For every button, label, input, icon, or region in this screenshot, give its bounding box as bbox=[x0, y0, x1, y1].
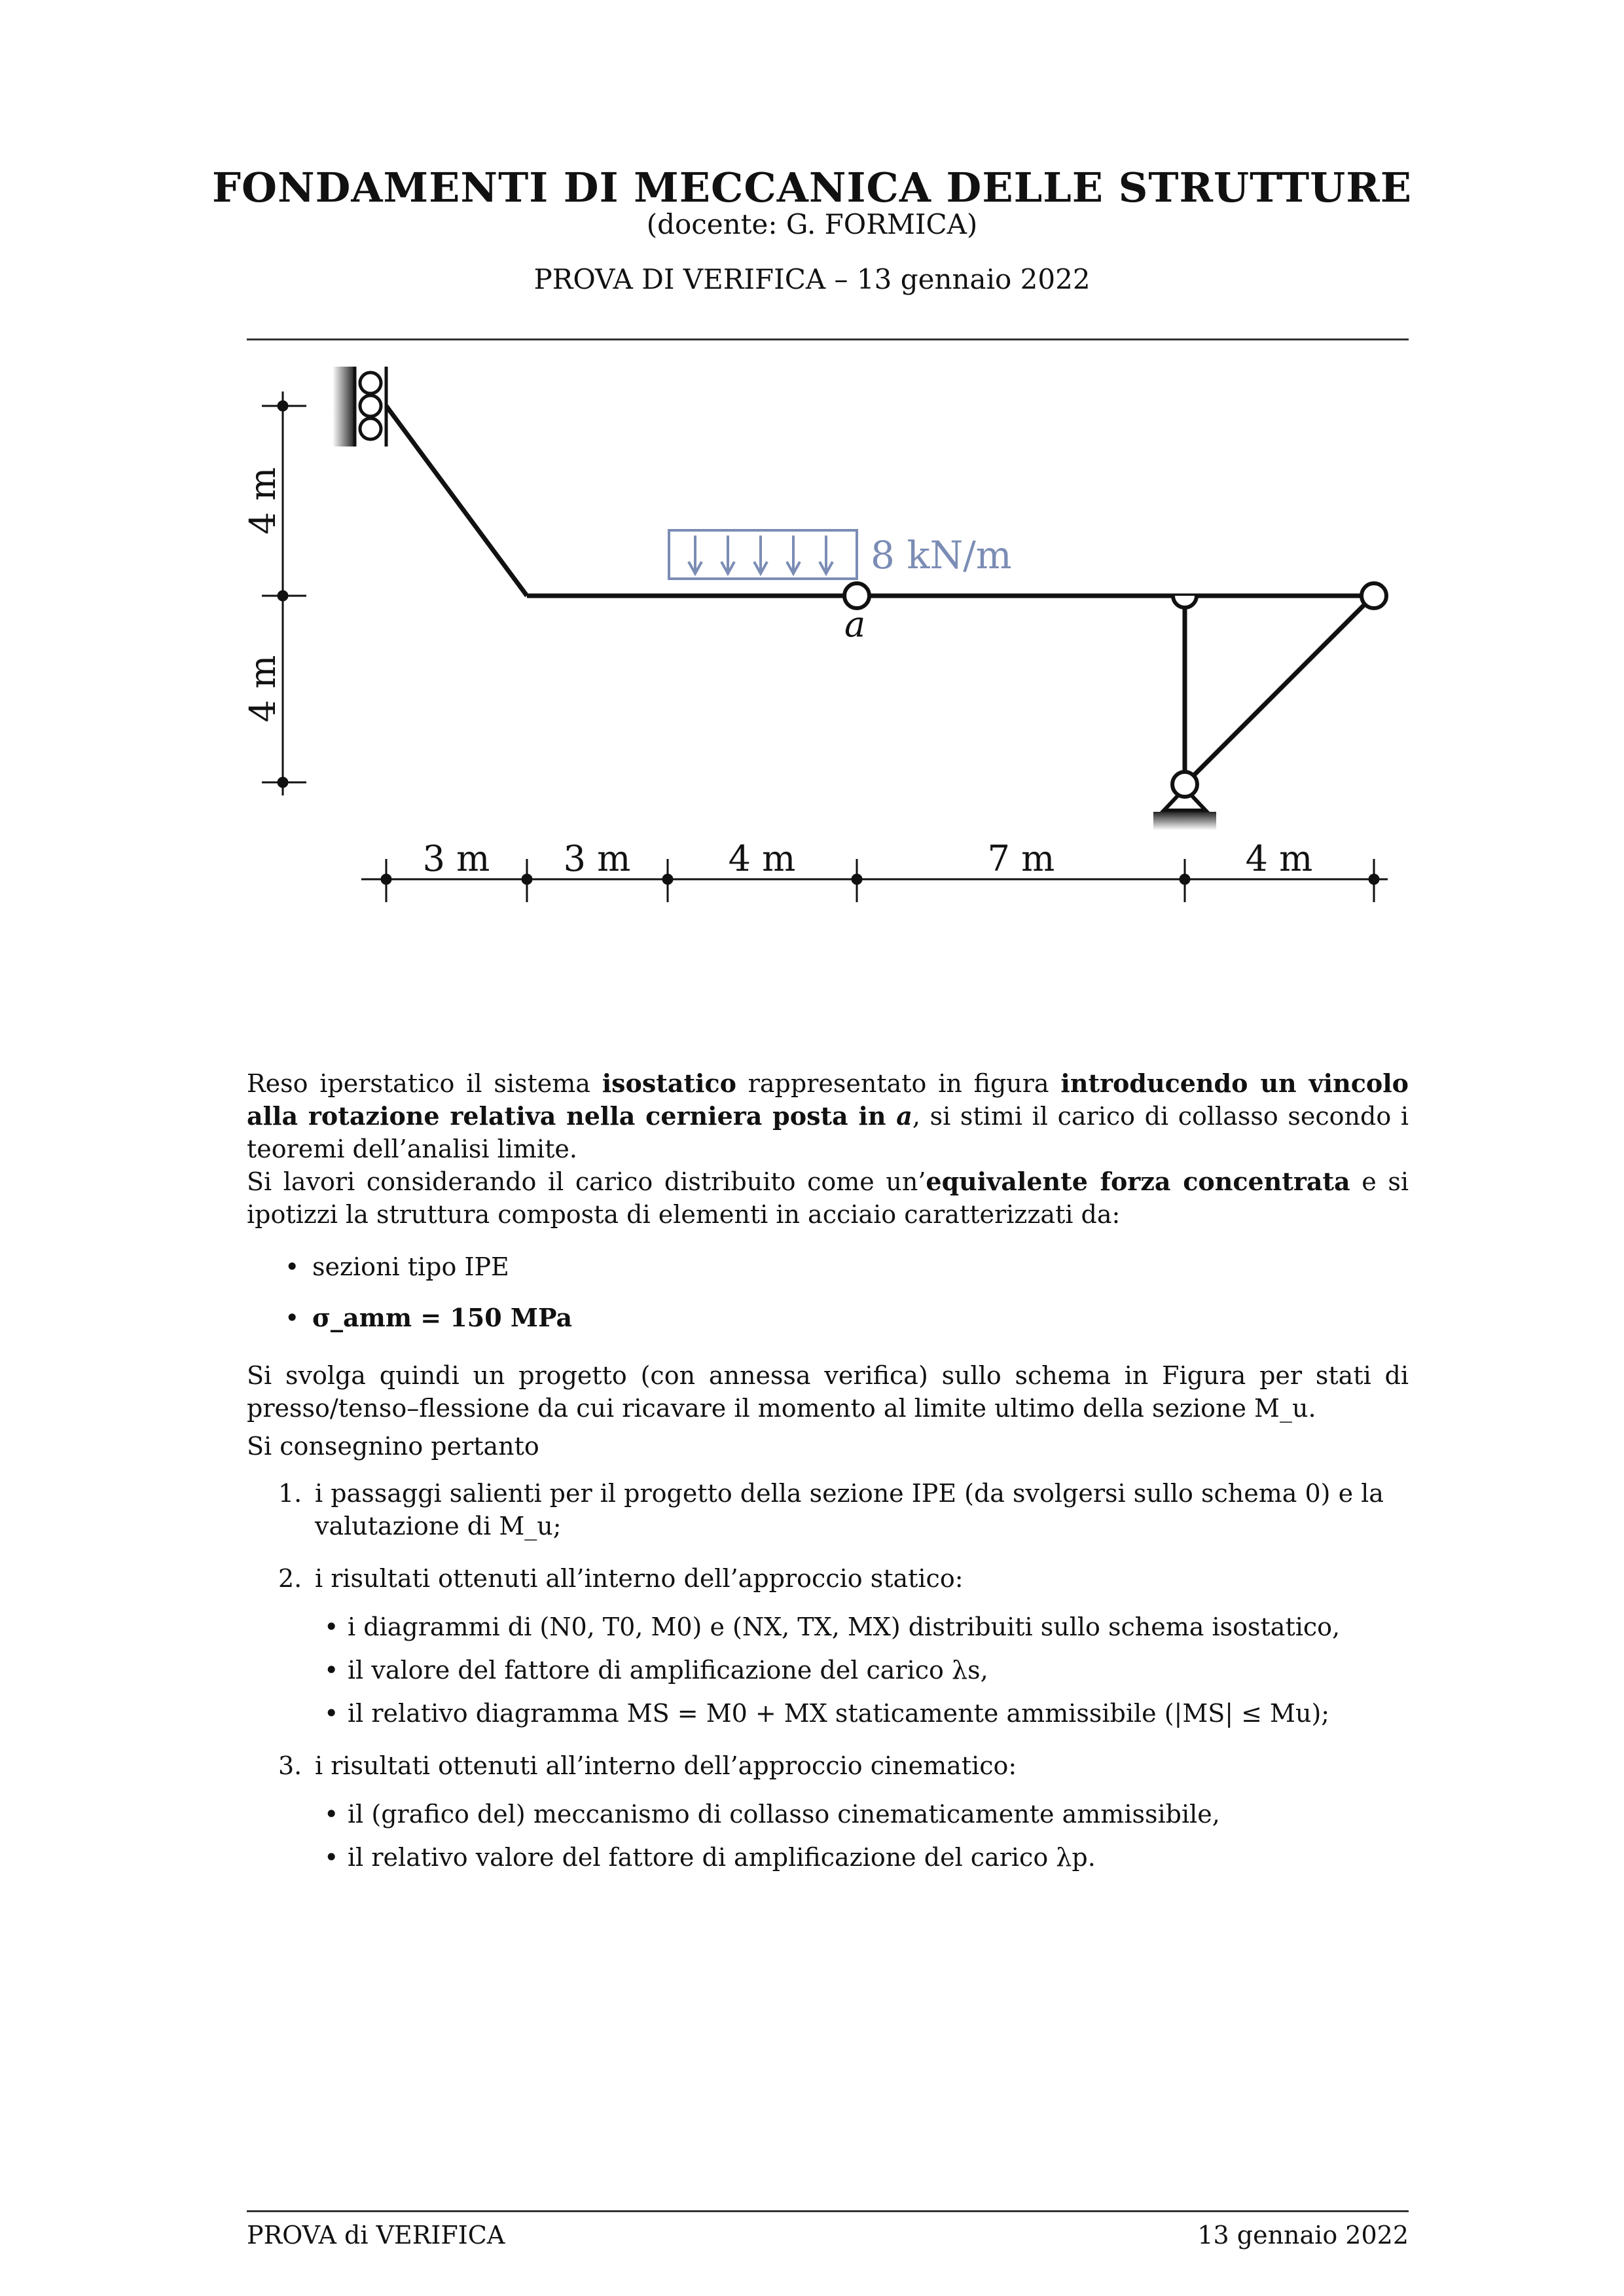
frame-members bbox=[386, 406, 1367, 776]
paragraph-2 bbox=[247, 1165, 1409, 1231]
dim-label-4: 7 m bbox=[987, 838, 1055, 879]
roller-support bbox=[333, 367, 386, 446]
p1-text-c: rappresentato in figura bbox=[736, 1069, 1061, 1098]
exam-subtitle: PROVA DI VERIFICA – 13 gennaio 2022 bbox=[533, 263, 1091, 295]
distributed-load bbox=[669, 530, 857, 579]
p2-bold: equivalente forza concentrata bbox=[926, 1167, 1350, 1196]
bullet-sigma-text: σ_amm = 150 MPa bbox=[312, 1303, 573, 1332]
sub-item-ms: • il relativo diagramma MS = M0 + MX staticamente ammissibile (|MS| ≤ Mu); bbox=[324, 1699, 1330, 1728]
p1-bold-isostatico: isostatico bbox=[602, 1068, 736, 1098]
list-item-sigma: • σ_amm = 150 MPa bbox=[285, 1303, 573, 1332]
item-2-number: 2. bbox=[278, 1564, 302, 1593]
load-arrows bbox=[689, 536, 833, 574]
p2-text-c: e si ipotizzi la struttura composta di elementi in acciaio caratterizzati da: bbox=[247, 1167, 1409, 1229]
structure-figure bbox=[0, 0, 1624, 949]
sub-item-lambda-s: • il valore del fattore di amplificazione del carico λs, bbox=[324, 1656, 988, 1685]
dim-label-3: 4 m bbox=[728, 838, 796, 879]
bullet-ipe-text: sezioni tipo IPE bbox=[312, 1252, 509, 1281]
item-1-number: 1. bbox=[278, 1479, 302, 1508]
p1-text-a: Reso iperstatico il sistema bbox=[247, 1069, 602, 1098]
hinge-a-label: a bbox=[844, 604, 866, 645]
load-label: 8 kN/m bbox=[871, 533, 1012, 577]
docente-line: (docente: G. FORMICA) bbox=[646, 208, 978, 240]
sub-item-ms-text: il relativo diagramma MS = M0 + MX staticamente ammissibile (|MS| ≤ Mu); bbox=[348, 1699, 1330, 1728]
deliverables-list bbox=[247, 1477, 1409, 1874]
sub-item-diagrams: • i diagrammi di (N0, T0, M0) e (NX, TX, MX) distribuiti sullo schema isostatico, bbox=[324, 1613, 1341, 1641]
item-2-text: i risultati ottenuti all’interno dell’approccio statico: bbox=[315, 1564, 964, 1593]
list-item-3 bbox=[247, 1749, 1409, 1874]
list-item-2 bbox=[247, 1562, 1409, 1730]
p1-bold-a: a bbox=[896, 1101, 912, 1131]
static-approach-list bbox=[315, 1611, 1409, 1730]
sub-item-lambda-p: • il relativo valore del fattore di amplificazione del carico λp. bbox=[324, 1843, 1096, 1872]
dim-label-2: 3 m bbox=[563, 838, 631, 879]
vertical-dimension bbox=[262, 392, 306, 795]
dim-label-1: 3 m bbox=[422, 838, 490, 879]
item-1-text: i passaggi salienti per il progetto della sezione IPE (da svolgersi sullo schema 0) e la valutazione di M_u; bbox=[315, 1479, 1384, 1540]
inclined-member-left bbox=[386, 406, 527, 596]
list-item-ipe: • sezioni tipo IPE bbox=[285, 1252, 509, 1281]
p2-text-a: Si lavori considerando il carico distribuito come un’ bbox=[247, 1167, 926, 1196]
problem-statement bbox=[247, 1067, 1409, 1893]
hinge-right bbox=[1362, 583, 1386, 608]
footer-right: 13 gennaio 2022 bbox=[1197, 2221, 1409, 2250]
item-3-number: 3. bbox=[278, 1751, 302, 1780]
sub-item-mechanism: • il (grafico del) meccanismo di collasso cinematicamente ammissibile, bbox=[324, 1800, 1220, 1829]
vertical-dim-label-bottom: 4 m bbox=[242, 655, 283, 723]
list-item-1 bbox=[247, 1477, 1409, 1542]
p1-text-f: , si stimi il carico di collasso secondo i teoremi dell’analisi limite. bbox=[247, 1102, 1409, 1163]
item-3-text: i risultati ottenuti all’interno dell’approccio cinematico: bbox=[315, 1751, 1017, 1780]
sub-item-lambda-p-text: il relativo valore del fattore di amplificazione del carico λp. bbox=[348, 1843, 1096, 1872]
p1-bold-vincolo: introducendo un vincolo alla rotazione relativa nella cerniera posta in bbox=[247, 1068, 1409, 1131]
footer-rule bbox=[247, 2210, 1409, 2212]
vertical-dim-label-top: 4 m bbox=[242, 467, 283, 535]
dim-label-5: 4 m bbox=[1245, 838, 1313, 879]
kinematic-approach-list bbox=[315, 1798, 1409, 1874]
sub-item-diagrams-text: i diagrammi di (N0, T0, M0) e (NX, TX, MX) distribuiti sullo schema isostatico, bbox=[348, 1613, 1341, 1641]
pin-support bbox=[1153, 772, 1216, 830]
paragraph-1 bbox=[247, 1067, 1409, 1165]
half-hinge bbox=[1173, 596, 1197, 608]
sub-item-mechanism-text: il (grafico del) meccanismo di collasso cinematicamente ammissibile, bbox=[348, 1800, 1220, 1829]
horizontal-dimension bbox=[361, 859, 1388, 902]
document-title: FONDAMENTI DI MECCANICA DELLE STRUTTURE bbox=[211, 164, 1413, 211]
footer-left: PROVA di VERIFICA bbox=[247, 2221, 505, 2250]
material-list bbox=[247, 1250, 1409, 1334]
paragraph-3: Si svolga quindi un progetto (con annessa verifica) sullo schema in Figura per stati di presso/tenso–flessione da cui ricavare il momento al limite ultimo della sezione M_u. bbox=[247, 1361, 1409, 1423]
paragraph-4: Si consegnino pertanto bbox=[247, 1432, 539, 1461]
inclined-strut-right bbox=[1193, 602, 1367, 776]
sub-item-lambda-s-text: il valore del fattore di amplificazione del carico λs, bbox=[348, 1656, 988, 1685]
